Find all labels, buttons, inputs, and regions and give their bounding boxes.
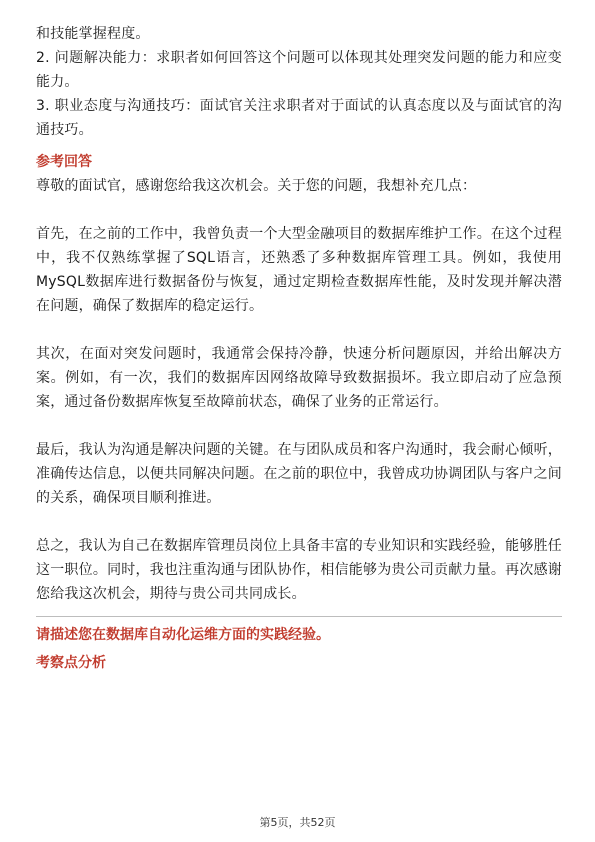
point-attitude-communication: 3. 职业态度与沟通技巧：面试官关注求职者对于面试的认真态度以及与面试官的沟通技巧。 [36,98,562,138]
section-divider [36,616,562,617]
list-continuation: 和技能掌握程度。 [36,26,150,42]
answer-paragraph-conclusion: 总之，我认为自己在数据库管理员岗位上具备丰富的专业知识和实践经验，能够胜任这一职位。同时，我也注重沟通与团队协作，相信能够为贵公司贡献力量。再次感谢您给我这次机会，期待与贵公司共同成长。 [36,538,562,602]
answer-paragraph-first: 首先，在之前的工作中，我曾负责一个大型金融项目的数据库维护工作。在这个过程中，我不仅熟练掌握了SQL语言，还熟悉了多种数据库管理工具。例如，我使用MySQL数据库进行数据备份与恢复，通过定期检查数据库性能，及时发现并解决潜在问题，确保了数据库的稳定运行。 [36,226,562,314]
next-question: 请描述您在数据库自动化运维方面的实践经验。 [36,627,330,643]
answer-paragraph-third: 最后，我认为沟通是解决问题的关键。在与团队成员和客户沟通时，我会耐心倾听，准确传达信息，以便共同解决问题。在之前的职位中，我曾成功协调团队与客户之间的关系，确保项目顺利推进。 [36,442,562,506]
point-problem-solving: 2. 问题解决能力：求职者如何回答这个问题可以体现其处理突发问题的能力和应变能力。 [36,50,562,90]
analysis-heading: 考察点分析 [36,655,106,671]
answer-paragraph-intro: 尊敬的面试官，感谢您给我这次机会。关于您的问题，我想补充几点： [36,178,477,194]
answer-paragraph-second: 其次，在面对突发问题时，我通常会保持冷静，快速分析问题原因，并给出解决方案。例如，有一次，我们的数据库因网络故障导致数据损坏。我立即启动了应急预案，通过备份数据库恢复至故障前状态，确保了业务的正常运行。 [36,346,562,410]
answer-heading: 参考回答 [36,154,92,170]
document-page [36,0,562,675]
page-footer: 第5页，共52页 [259,816,336,829]
